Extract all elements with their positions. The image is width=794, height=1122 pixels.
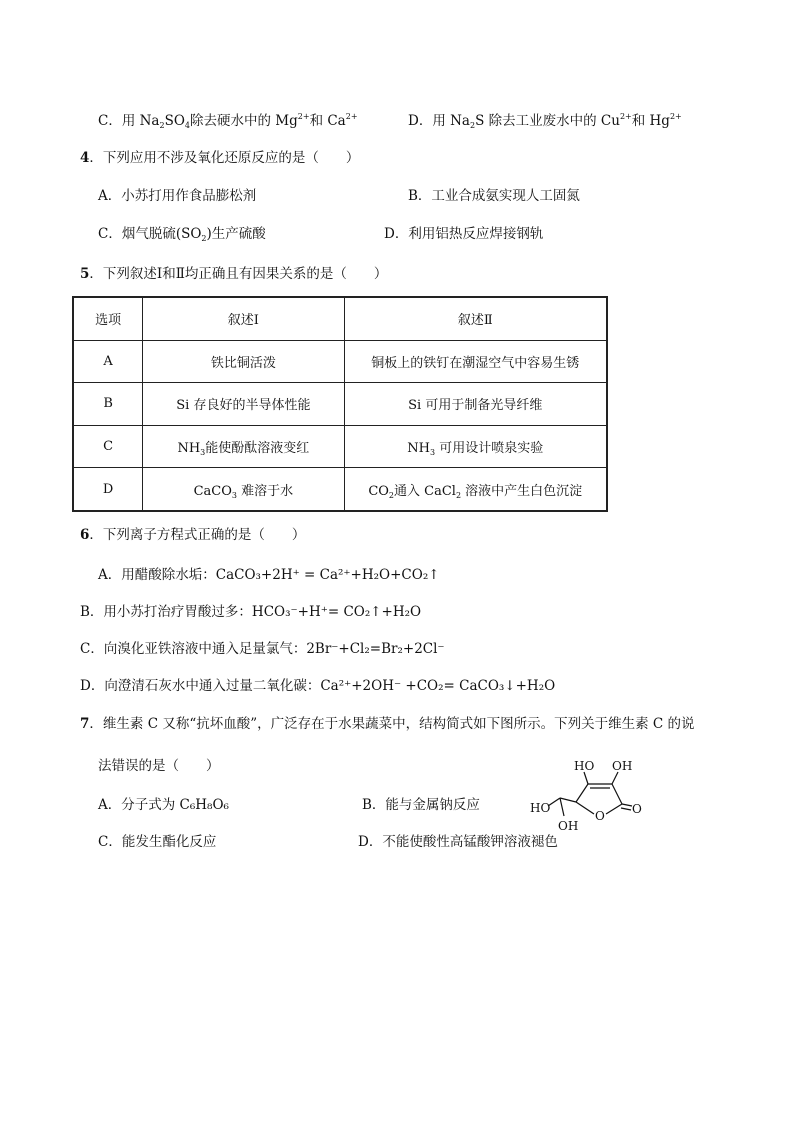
table-cell-statement2: $NH_3$ 可用设计喷泉实验 <box>344 425 607 467</box>
mol-label-ring-o: O <box>595 809 605 823</box>
table-header-cell: 选项 <box>73 297 143 340</box>
q7-option-d: D．不能使酸性高锰酸钾溶液褪色 <box>358 834 558 850</box>
q4-stem: 4．下列应用不涉及氧化还原反应的是（ ） <box>80 150 360 166</box>
q5-stem: 5．下列叙述Ⅰ和Ⅱ均正确且有因果关系的是（ ） <box>80 266 388 282</box>
q7-number: 7 <box>80 716 90 732</box>
table-cell-option: A <box>73 340 143 382</box>
table-row <box>73 383 607 425</box>
q4-number: 4 <box>80 150 90 166</box>
q7-option-c: C．能发生酯化反应 <box>98 834 217 850</box>
table-cell-option: D <box>73 468 143 511</box>
mol-label-oh: OH <box>558 819 579 833</box>
table-cell-statement1: Si 存良好的半导体性能 <box>143 383 344 425</box>
table-header-row <box>73 297 607 340</box>
q6-option-a: A．用醋酸除水垢：CaCO₃+2H⁺ = Ca²⁺+H₂O+CO₂↑ <box>98 567 440 583</box>
q4-option-a: A．小苏打用作食品膨松剂 <box>98 188 257 204</box>
q3-option-c: C．用 $Na_2SO_4$除去硬水中的 $Mg^{2+}$和 $Ca^{2+}$ <box>98 112 358 130</box>
mol-label-ho: HO <box>530 801 551 815</box>
q3-option-d: D．用 $Na_2S$ 除去工业废水中的 $Cu^{2+}$和 $Hg^{2+}$ <box>408 112 682 130</box>
table-header-cell: 叙述Ⅱ <box>344 297 607 340</box>
q7-option-b: B．能与金属钠反应 <box>362 797 480 813</box>
q5-table <box>72 296 608 512</box>
vitamin-c-structure-image <box>528 750 664 842</box>
table-row <box>73 425 607 467</box>
table-cell-option: B <box>73 383 143 425</box>
q4-option-b: B．工业合成氨实现人工固氮 <box>408 188 580 204</box>
table-cell-statement1: $NH_3$能使酚酞溶液变红 <box>143 425 344 467</box>
table-cell-statement1: CaCO$_3$ 难溶于水 <box>143 468 344 511</box>
q6-option-c: C．向溴化亚铁溶液中通入足量氯气：2Br⁻+Cl₂=Br₂+2Cl⁻ <box>80 641 445 657</box>
table-cell-statement2: Si 可用于制备光导纤维 <box>344 383 607 425</box>
mol-label-ho: HO <box>574 759 595 773</box>
mol-label-oh: OH <box>612 759 633 773</box>
q4-option-d: D．利用铝热反应焊接钢轨 <box>384 226 544 242</box>
q6-stem: 6．下列离子方程式正确的是（ ） <box>80 527 306 543</box>
q5-number: 5 <box>80 266 90 282</box>
q7-stem: 7．维生素 C 又称“抗坏血酸”，广泛存在于水果蔬菜中，结构简式如下图所示。下列关于维生素 C 的说 <box>80 716 695 732</box>
q4-option-c: C．烟气脱硫$(SO_2)$生产硫酸 <box>98 226 266 243</box>
table-header-cell: 叙述Ⅰ <box>143 297 344 340</box>
mol-label-keto-o: O <box>632 802 642 816</box>
table-row <box>73 340 607 382</box>
table-cell-statement2: 铜板上的铁钉在潮湿空气中容易生锈 <box>344 340 607 382</box>
q7-stem-continued: 法错误的是（ ） <box>98 758 220 774</box>
table-cell-statement2: $CO_2$通入 CaCl$_2$ 溶液中产生白色沉淀 <box>344 468 607 511</box>
table-cell-statement1: 铁比铜活泼 <box>143 340 344 382</box>
q6-option-d: D．向澄清石灰水中通入过量二氧化碳：Ca²⁺+2OH⁻ +CO₂= CaCO₃↓+H₂O <box>80 678 556 694</box>
q6-option-b: B．用小苏打治疗胃酸过多：HCO₃⁻+H⁺= CO₂↑+H₂O <box>80 604 422 620</box>
table-row <box>73 468 607 511</box>
q7-option-a: A．分子式为 C₆H₈O₆ <box>98 797 229 813</box>
q6-number: 6 <box>80 527 90 543</box>
table-cell-option: C <box>73 425 143 467</box>
